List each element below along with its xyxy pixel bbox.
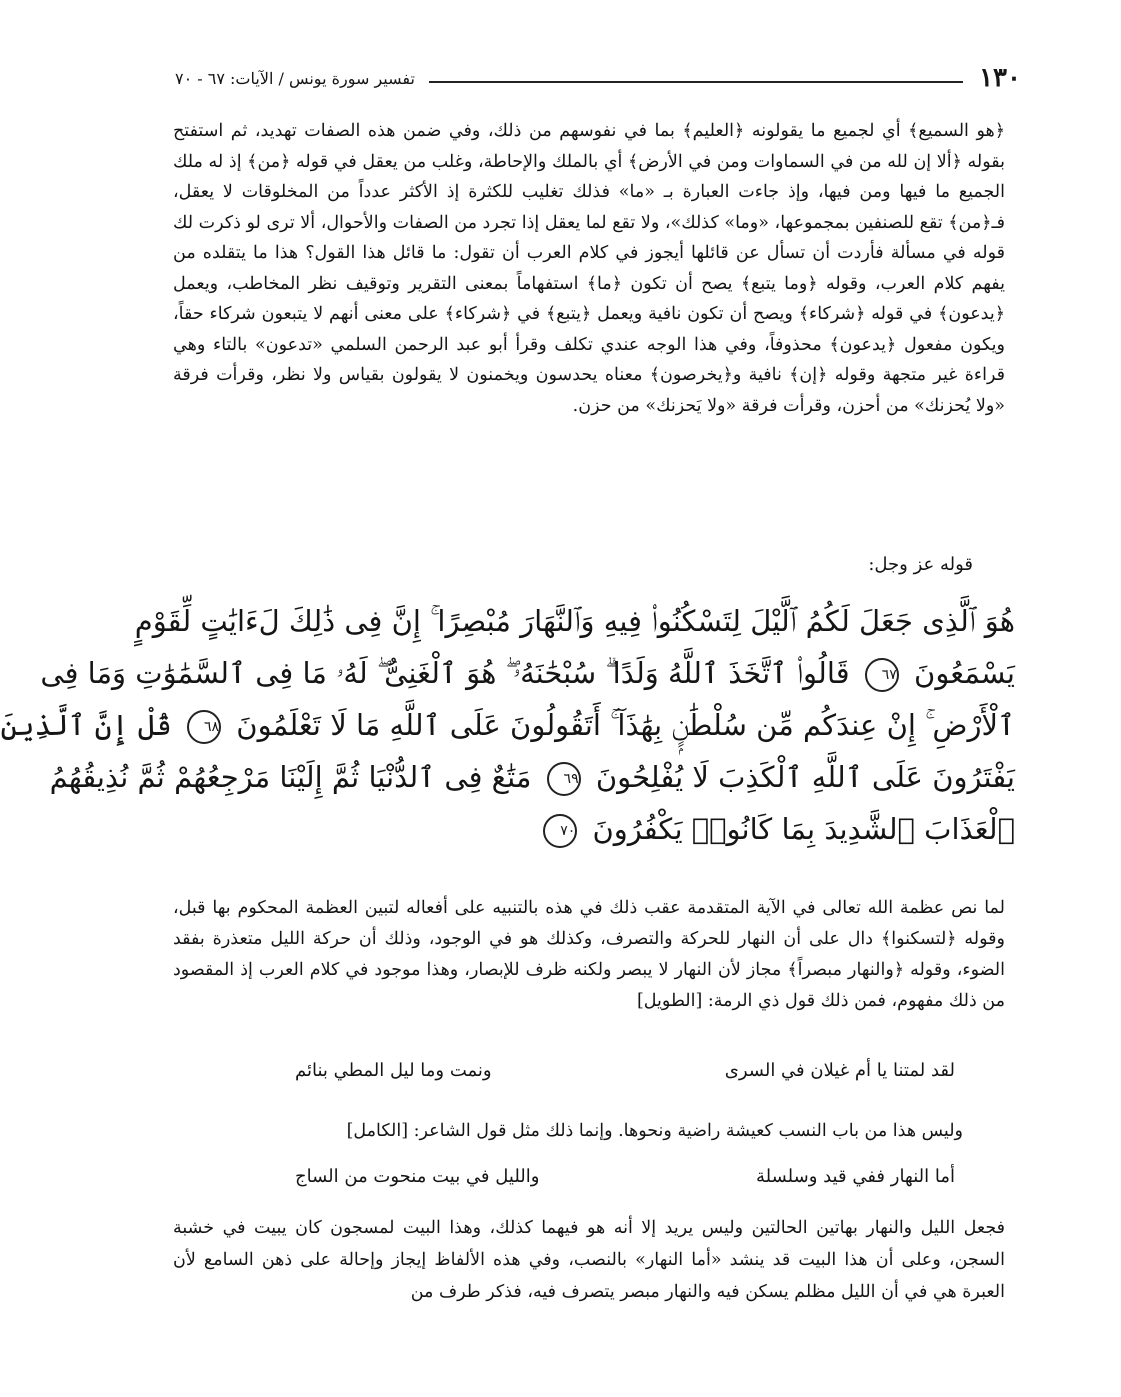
commentary-paragraph-1: ﴿هو السميع﴾ أي لجميع ما يقولونه ﴿العليم﴾ بما في نفوسهم من ذلك، وفي ضمن هذه الصفات تهديد، ثم استفتح بقوله ﴿ألا إن لله من في السماوات ومن في الأرض﴾ أي بالملك والإحاطة، وغلب من يعقل في قوله ﴿من﴾ إذ له ملك الجميع ما فيها ومن فيها، وإذ جاءت العبارة بـ «ما» فذلك تغليب للكثرة إذ الأكثر عدداً من المخلوقات لا يعقل، فـ﴿من﴾ تقع للصنفين بمجموعها، «وما» كذلك»، ولا تقع لما يعقل إذا تجرد من الصفات والأحوال، ألا ترى لو ذكرت لك قوله في مسألة فأردت أن تسأل عن قائلها أيجوز في كلام العرب أن تقول: ما قائل هذا القول؟ هذا ما يتقلده من يفهم كلام العرب، وقوله ﴿وما يتبع﴾ يصح أن تكون ﴿ما﴾ استفهاماً بمعنى التقرير وتوقيف نظر المخاطب، ويعمل ﴿يدعون﴾ في قوله ﴿شركاء﴾ ويصح أن تكون نافية ويعمل ﴿يتبع﴾ في ﴿شركاء﴾ على معنى أنهم لا يتبعون شركاء حقاً، ويكون مفعول ﴿يدعون﴾ محذوفاً، وفي هذا الوجه عندي تكلف وقرأ أبو عبد الرحمن السلمي «تدعون» بالتاء وهي قراءة غير متجهة وقوله ﴿إن﴾ نافية و﴿يخرصون﴾ معناه يحدسون ويخمنون لا يقولون بقياس ولا نظر، وقرأت فرقة «ولا يُحزنك» من أحزن، وقرأت فرقة «ولا يَحزنك» من حزن.	[173, 121, 1005, 416]
ayah-number-68: ٦٨	[187, 710, 221, 744]
verse-text: ٱلْعَذَابَ ٱلشَّدِيدَ بِمَا كَانُوا۟ يَكْفُرُونَ	[592, 812, 1015, 846]
verse-text: ٱلْأَرْضِ ۚ إِنْ عِندَكُم مِّن سُلْطَٰنٍۭ بِهَٰذَآ ۚ أَتَقُولُونَ عَلَى ٱللَّهِ مَا لَا تَعْلَمُونَ	[236, 708, 1015, 742]
verse-text: يَسْمَعُونَ	[914, 656, 1015, 690]
verse-text: قُلْ إِنَّ ٱلَّذِينَ	[0, 708, 172, 742]
poem-first-hemistich: أما النهار ففي قيد وسلسلة	[755, 1166, 955, 1187]
commentary-paragraph-2: لما نص عظمة الله تعالى في الآية المتقدمة عقب ذلك في هذه بالتنبيه على أفعاله لتبين العظمة المحكوم بها قبل، وقوله ﴿لتسكنوا﴾ دال على أن النهار للحركة والتصرف، وكذلك هو في الوجود، وذلك أن حركة الليل متعذرة بفقد الضوء، وقوله ﴿والنهار مبصراً﴾ مجاز لأن النهار لا يبصر ولكنه ظرف للإبصار، وهذا موجود في كلام العرب إذ المقصود من ذلك مفهوم، فمن ذلك قول ذي الرمة: [الطويل]	[173, 898, 1005, 1011]
verse-text: يَفْتَرُونَ عَلَى ٱللَّهِ ٱلْكَذِبَ لَا يُفْلِحُونَ	[595, 760, 1015, 794]
verse-line-3	[0, 699, 1015, 751]
commentary-paragraph-3: فجعل الليل والنهار بهاتين الحالتين وليس يريد إلا أنه هو فيهما كذلك، وهذا البيت لمسجون كان يبيت في خشبة السجن، وعلى أن هذا البيت قد ينشد «أما النهار» بالنصب، وفي هذه الألفاظ إيجاز وإحالة على ذهن السامع لأن العبرة هي في أن الليل مظلم يسكن فيه والنهار مبصر يتصرف فيه، فذكر طرف من	[173, 1218, 1005, 1302]
ayah-number-70: ٧٠	[543, 814, 577, 848]
quran-verses	[0, 595, 1015, 855]
poem-first-hemistich: لقد لمتنا يا أم غيلان في السرى	[724, 1060, 955, 1081]
page-header	[175, 58, 1021, 98]
page-number: ١٣٠	[979, 63, 1021, 93]
ayah-number-69: ٦٩	[547, 762, 581, 796]
verse-line-1: هُوَ ٱلَّذِى جَعَلَ لَكُمُ ٱلَّيْلَ لِتَسْكُنُوا۟ فِيهِ وَٱلنَّهَارَ مُبْصِرًا ۚ إِنَّ فِى ذَٰلِكَ لَءَايَٰتٍ لِّقَوْمٍ	[134, 604, 1015, 638]
poem-verse-2	[295, 1166, 955, 1187]
verse-text: قَالُوا۟ ٱتَّخَذَ ٱللَّهُ وَلَدًا ۗ سُبْحَٰنَهُۥ ۖ هُوَ ٱلْغَنِىُّ ۖ لَهُۥ مَا فِى ٱلسَّمَٰوَٰتِ وَمَا فِى	[40, 656, 850, 690]
running-title: تفسير سورة يونس / الآيات: ٦٧ - ٧٠	[175, 68, 415, 88]
verse-intro: قوله عز وجل:	[868, 554, 973, 575]
verse-line-4	[49, 751, 1015, 803]
ayah-number-67: ٦٧	[865, 658, 899, 692]
header-rule	[429, 81, 963, 83]
poem-verse-1	[295, 1060, 955, 1081]
poem-second-hemistich: ونمت وما ليل المطي بنائم	[295, 1060, 492, 1081]
verse-line-2	[40, 647, 1015, 699]
commentary-note: وليس هذا من باب النسب كعيشة راضية ونحوها. وإنما ذلك مثل قول الشاعر: [الكامل]	[346, 1121, 963, 1141]
poem-second-hemistich: والليل في بيت منحوت من الساج	[295, 1166, 540, 1187]
verse-line-5	[173, 803, 1015, 855]
verse-text: مَتَٰعٌ فِى ٱلدُّنْيَا ثُمَّ إِلَيْنَا مَرْجِعُهُمْ ثُمَّ نُذِيقُهُمُ	[49, 760, 532, 794]
